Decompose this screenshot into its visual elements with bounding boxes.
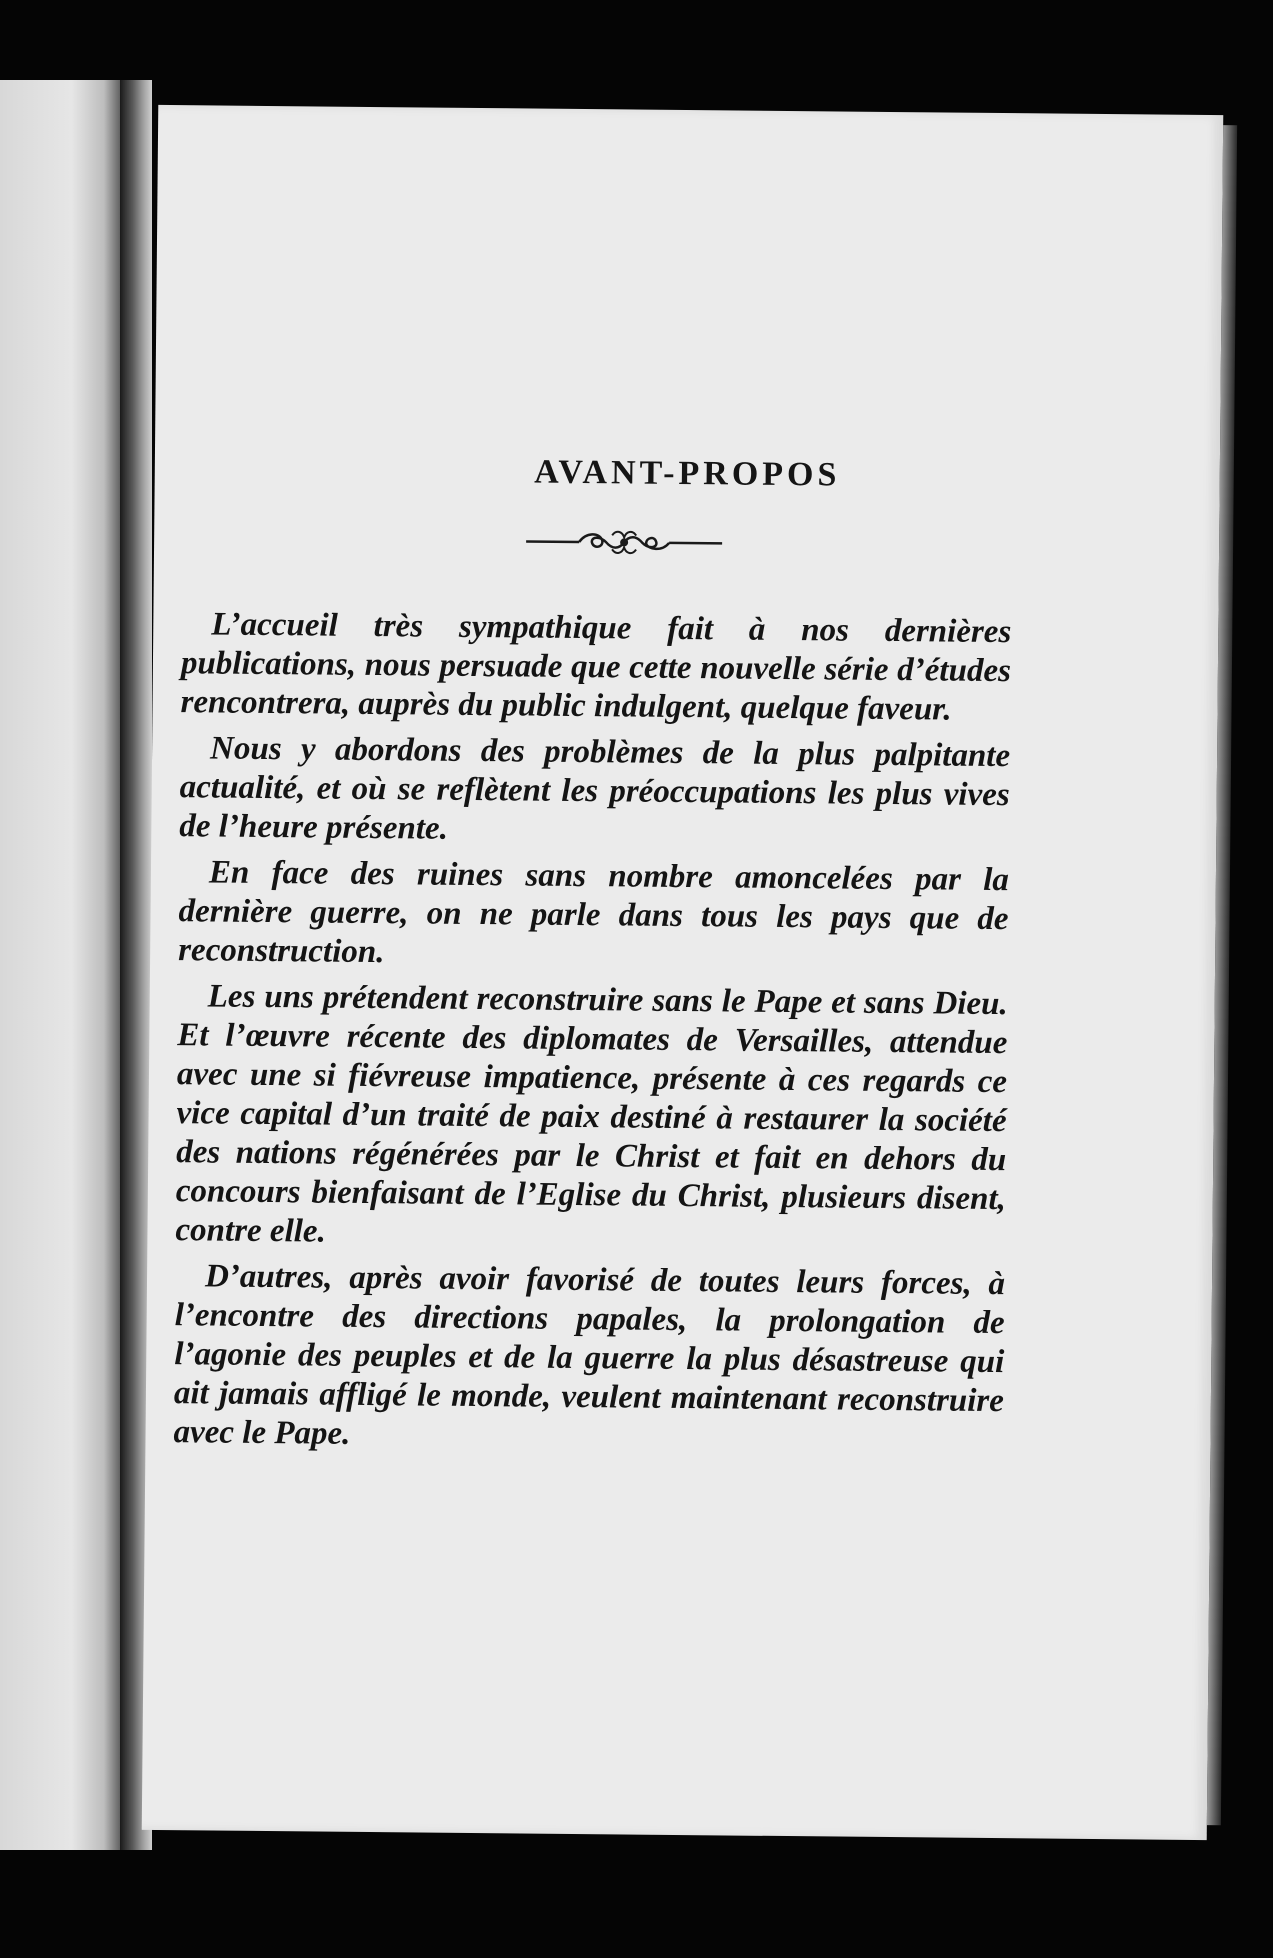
paragraph: Les uns prétendent reconstruire sans le Pape et sans Dieu. Et l’œuvre récente des diplomates de Versailles, attendue avec une si fiévreuse impatience, présente à ces regards ce vice capital d’un traité de paix destiné à restaurer la société des nations régénérées par le Christ et fait en dehors du concours bienfaisant de l’Eglise du Christ, plusieurs disent, contre elle. — [175, 978, 1008, 1250]
book-page — [142, 105, 1224, 1840]
paragraph: L’accueil très sympathique fait à nos dernières publications, nous persuade que cette nouvelle série d’études rencontrera, auprès du public indulgent, quelque faveur. — [180, 606, 1012, 728]
paragraph: D’autres, après avoir favorisé de toutes leurs forces, à l’encontre des directions papales, la prolongation de l’agonie des peuples et de la guerre la plus désastreuse qui ait jamais affligé le monde, veulent maintenant reconstruire avec le Pape. — [173, 1258, 1006, 1452]
foreword-body — [173, 605, 1011, 1467]
previous-page-edge — [0, 80, 130, 1850]
fleuron-ornament-icon — [524, 526, 724, 558]
paragraph: En face des ruines sans nombre amoncelées par la dernière guerre, on ne parle dans tous les pays que de reconstruction. — [178, 854, 1010, 971]
paragraph: Nous y abordons des problèmes de la plus palpitante actualité, et où se reflètent les préoccupations les plus vives de l’heure présente. — [179, 730, 1011, 847]
page-title: AVANT-PROPOS — [533, 453, 841, 494]
